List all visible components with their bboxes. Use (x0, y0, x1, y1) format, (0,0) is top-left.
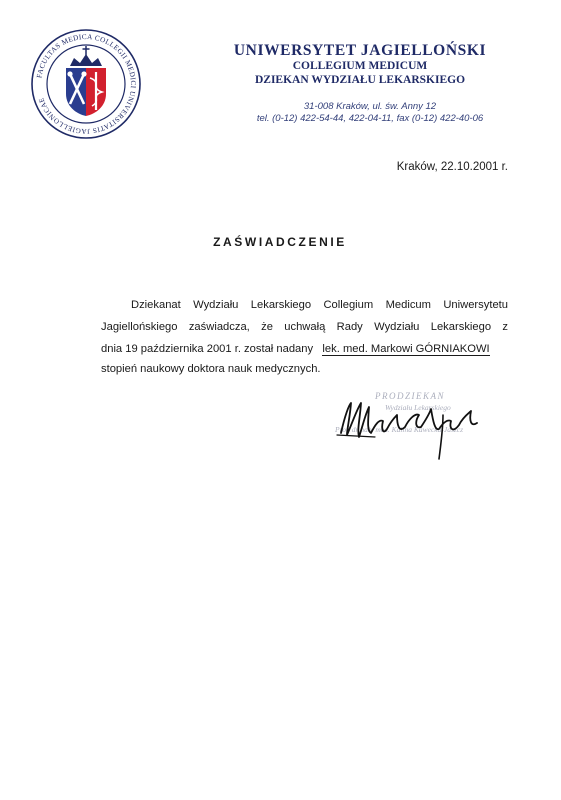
crown-icon (70, 54, 102, 66)
body-line-3-text: dnia 19 października 2001 r. został nadany (101, 343, 314, 355)
body-line-3 (101, 341, 508, 357)
body-line-1: Dziekanat Wydziału Lekarskiego Collegium Medicum Uniwersytetu (131, 299, 508, 311)
body-line-2: Jagiellońskiego zaświadcza, że uchwałą Rady Wydziału Lekarskiego z (101, 321, 508, 333)
seal-ring-text: FACULTAS MEDICA COLLEGII MEDICI UNIVERSITATIS JAGIELLONICAE (35, 32, 138, 136)
stamp-name: Prof. dr hab. med. Kalina Kawecka-Jaszcz (335, 425, 464, 434)
dean-office: DZIEKAN WYDZIAŁU LEKARSKIEGO (254, 74, 466, 86)
recipient-name: lek. med. Markowi GÓRNIAKOWI (322, 343, 490, 355)
university-name: UNIWERSYTET JAGIELLOŃSKI (233, 42, 487, 59)
college-name: COLLEGIUM MEDICUM (292, 60, 428, 72)
university-seal (30, 28, 142, 140)
signature (335, 385, 495, 465)
document-title: ZAŚWIADCZENIE (213, 235, 347, 249)
stamp-subtitle: Wydziału Lekarskiego (385, 403, 451, 412)
address-line: 31-008 Kraków, ul. św. Anny 12 (303, 101, 437, 112)
contact-line: tel. (0-12) 422-54-44, 422-04-11, fax (0-12) 422-40-06 (256, 113, 484, 124)
stamp-title: PRODZIEKAN (375, 391, 445, 401)
document-date: Kraków, 22.10.2001 r. (396, 161, 508, 173)
body-line-4: stopień naukowy doktora nauk medycznych. (101, 363, 321, 375)
